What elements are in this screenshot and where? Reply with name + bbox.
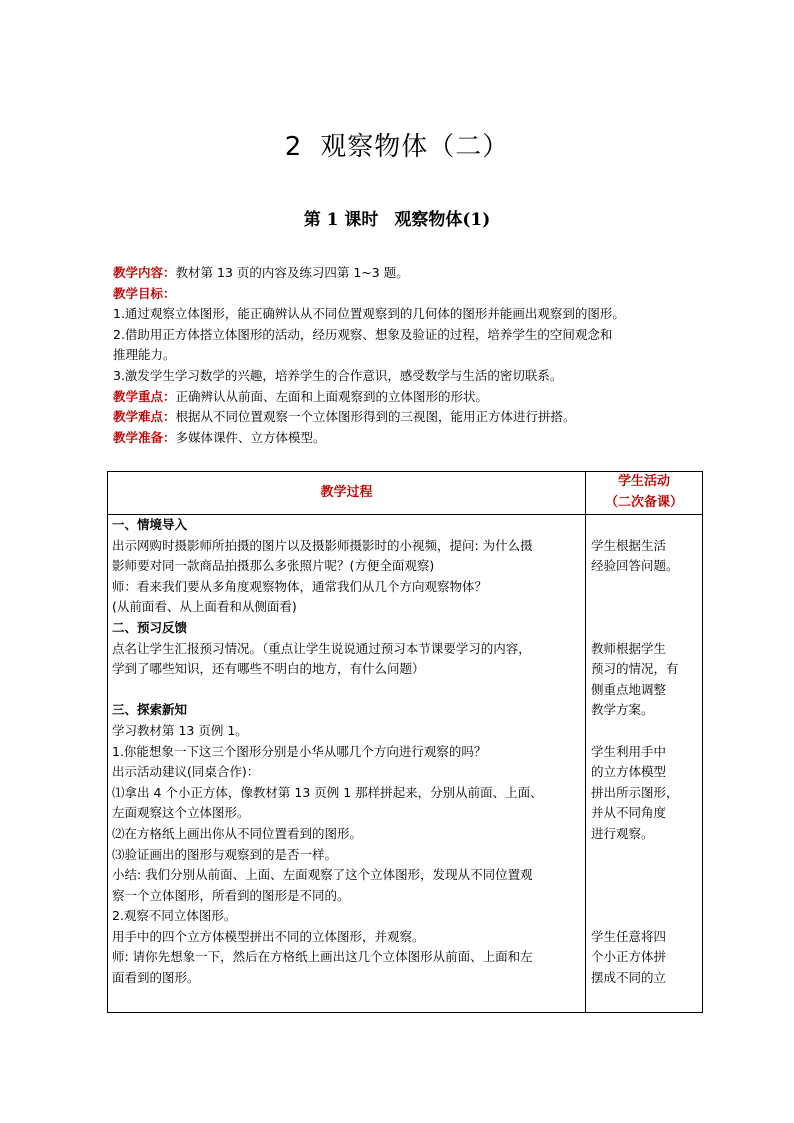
activity-note: 学生任意将四	[591, 928, 667, 944]
teaching-goals-label: 教学目标：	[113, 285, 176, 301]
lesson-process-table	[107, 471, 703, 1013]
activity-note: 学生利用手中	[591, 743, 667, 759]
goal-item: 3.激发学生学习数学的兴趣，培养学生的合作意识，感受数学与生活的密切联系。	[113, 367, 563, 383]
lesson-name: 观察物体(1)	[394, 210, 491, 230]
activity-note: 教师根据学生	[591, 640, 667, 656]
activity-note: 的立方体模型	[591, 764, 667, 780]
activity-note: 个小正方体拼	[591, 949, 667, 965]
activity-note: 经验回答问题。	[591, 558, 679, 574]
goal-item: 1.通过观察立体图形，能正确辨认从不同位置观察到的几何体的图形并能画出观察到的图形。	[113, 306, 625, 322]
teaching-difficulty: 教学难点：根据从不同位置观察一个立体图形得到的三视图，能用正方体进行拼搭。	[113, 409, 576, 425]
activity-note: 预习的情况，有	[591, 661, 679, 677]
goal-item: 推理能力。	[113, 347, 176, 363]
table-body-row	[108, 515, 703, 1013]
unit-title	[0, 126, 794, 163]
activity-note: 拼出所示图形，	[591, 784, 679, 800]
process-cell: 一、情境导入 出示网购时摄影师所拍摄的图片以及摄影师摄影时的小视频，提问: 为什么摄 影师要对同一款商品拍摄那么多张照片呢？(方便全面观察) 师：看来我们要从多角度观察物体，通常我们从几个方向观察物体？ (从前面看、从上面看和从侧面看) 二、预习反馈 点名让学生汇报预习情况。（重点让学生说说通过预习本节课要学习的内容， 学到了哪些知识，还有哪些不明白的地方，有什么问题） 三、探索新知 学习教材第 13 页例 1。 1.你能想象一下这三个图形分别是小华从哪几个方向进行观察的吗？ 出示活动建议(同桌合作)： ⑴拿出 4 个小正方体，像教材第 13 页例 1 那样拼起来，分别从前面、上面、 左面观察这个立体图形。 ⑵在方格纸上画出你从不同位置看到的图形。 ⑶验证画出的图形与观察到的是否一样。 小结: 我们分别从前面、上面、左面观察了这个立体图形，发现从不同位置观 察一个立体图形，所看到的图形是不同的。 2.观察不同立体图形。 用手中的四个立方体模型拼出不同的立体图形，并观察。 师: 请你先想象一下，然后在方格纸上画出这几个立体图形从前面、上面和左 面看到的图形。	[108, 515, 586, 1013]
unit-name: 观察物体（二）	[320, 132, 510, 162]
activity-note: 教学方案。	[591, 702, 654, 718]
lesson-period: 第 1 课时	[303, 210, 379, 230]
activity-note: 摆成不同的立	[591, 970, 667, 986]
unit-number: 2	[284, 132, 303, 162]
activity-note: 进行观察。	[591, 825, 654, 841]
teaching-key-point: 教学重点：正确辨认从前面、左面和上面观察到的立体图形的形状。	[113, 388, 489, 404]
section-title: 三、探索新知	[112, 702, 188, 718]
section-title: 二、预习反馈	[112, 619, 188, 635]
activity-note: 侧重点地调整	[591, 681, 667, 697]
table-header-row	[108, 472, 703, 515]
activity-note: 并从不同角度	[591, 805, 667, 821]
activity-note: 学生根据生活	[591, 537, 667, 553]
teaching-content: 教学内容：教材第 13 页的内容及练习四第 1~3 题。	[113, 265, 409, 280]
section-title: 一、情境导入	[112, 517, 188, 532]
lesson-overview	[113, 263, 713, 448]
goal-item: 2.借助用正方体搭立体图形的活动，经历观察、想象及验证的过程，培养学生的空间观念和	[113, 326, 613, 342]
header-process: 教学过程	[108, 472, 586, 515]
header-activity: 学生活动 （二次备课）	[586, 472, 703, 515]
teaching-preparation: 教学准备：多媒体课件、立方体模型。	[113, 429, 326, 445]
lesson-title	[0, 205, 794, 230]
activity-cell	[586, 515, 703, 1013]
